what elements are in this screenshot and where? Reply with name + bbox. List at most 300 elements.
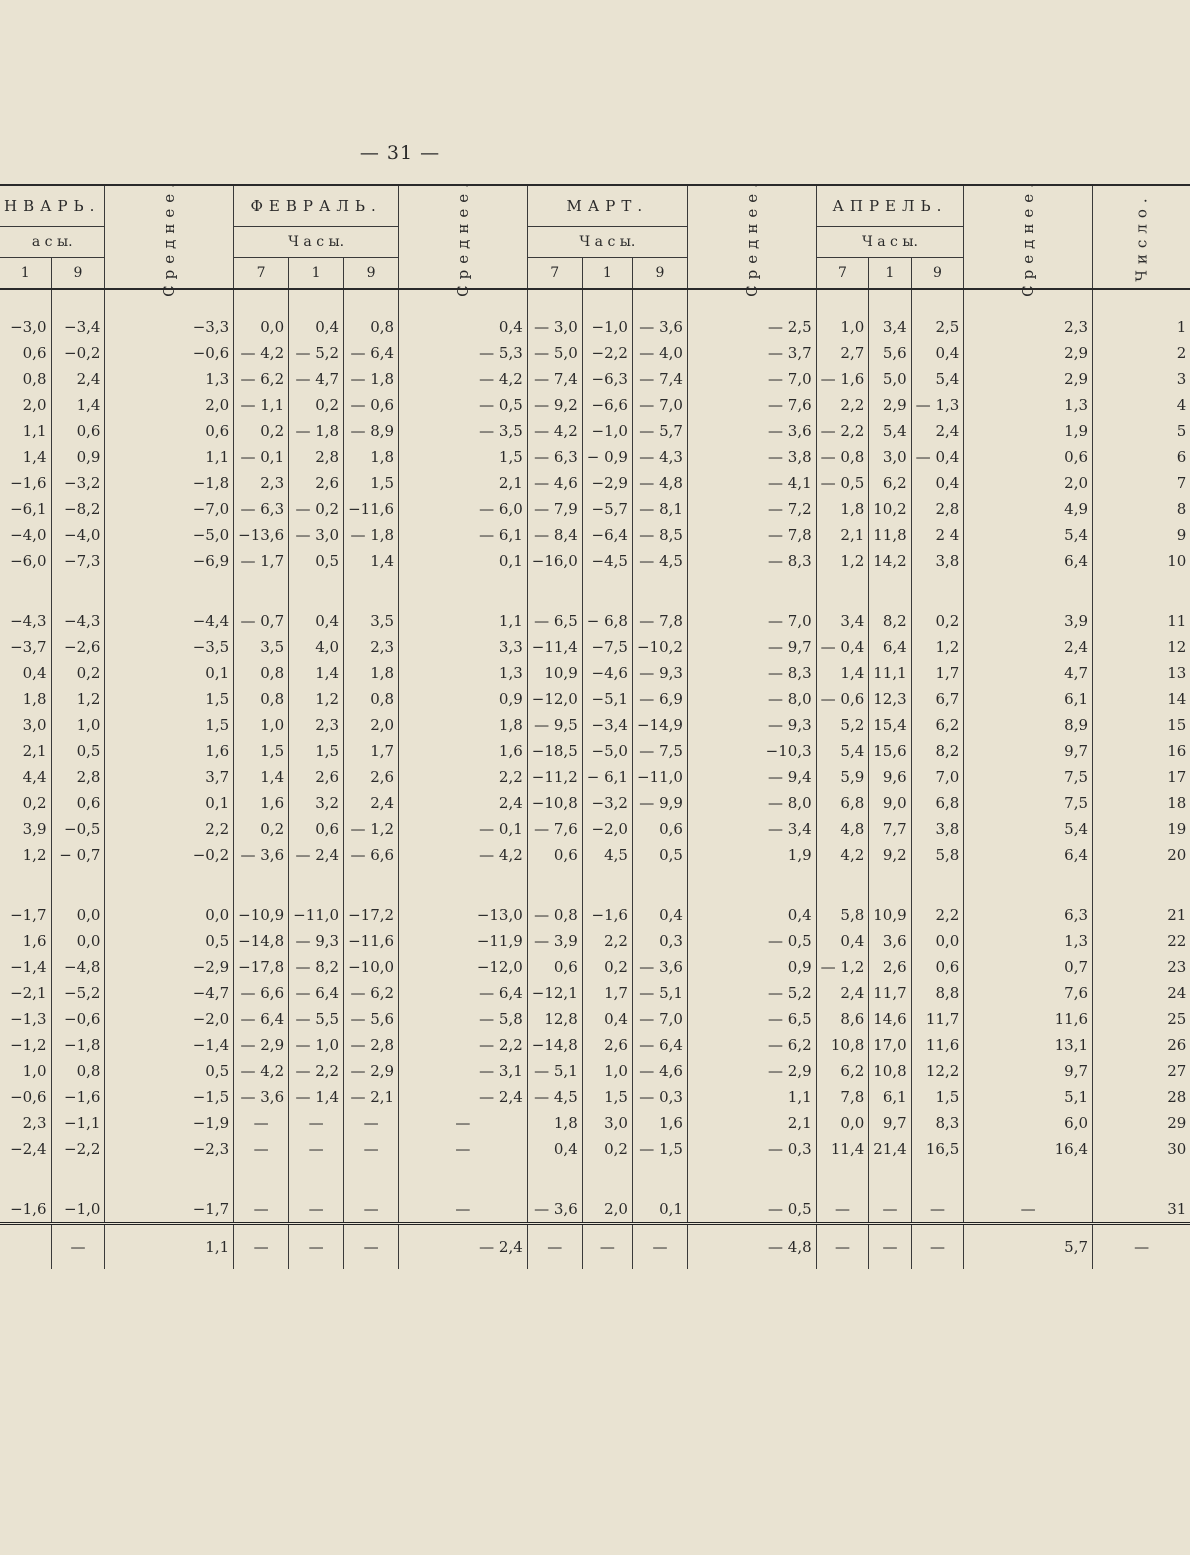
table-cell: 3,9 [22,820,47,838]
table-cell: 2,1 [399,470,528,496]
table-cell: 1,3 [399,660,528,686]
summary-cell: — [911,1224,964,1270]
table-cell: −0,5 [51,816,105,842]
table-cell: −1,4 [105,1032,234,1058]
table-cell: 1,1 [22,422,47,440]
table-cell: — 1,2 [816,954,869,980]
table-cell: — 6,2 [234,366,289,392]
table-cell: — 8,5 [632,522,687,548]
table-cell: — 6,3 [527,444,582,470]
table-cell: 3,7 [105,764,234,790]
spacer-cell [687,574,816,608]
table-cell: 8,6 [816,1006,869,1032]
table-cell: 1,4 [816,660,869,686]
table-cell: 0,0 [105,902,234,928]
avg-header-february: Среднее. [399,185,528,289]
table-cell: 12,2 [911,1058,964,1084]
table-cell: 6,2 [911,712,964,738]
table-cell: — 7,0 [687,608,816,634]
table-cell: − 0,7 [51,842,105,868]
table-cell: −0,6 [105,340,234,366]
table-cell: 10,8 [869,1058,911,1084]
hour-header: 9 [51,258,105,290]
table-cell: 2,4 [816,980,869,1006]
table-cell: 0,6 [527,842,582,868]
table-cell: 2,6 [869,954,911,980]
table-row [0,1006,1190,1032]
table-cell: 1,5 [911,1084,964,1110]
spacer-cell [234,868,289,902]
spacer-cell [911,289,964,314]
table-row [0,1136,1190,1162]
table-cell: 4,4 [22,768,47,786]
spacer-cell [911,1162,964,1196]
table-cell: −1,6 [10,474,47,492]
table-cell: — 7,8 [687,522,816,548]
table-cell: 9,0 [869,790,911,816]
table-cell: 15,4 [869,712,911,738]
table-cell: 1,8 [22,690,47,708]
table-cell: 2,3 [22,1114,47,1132]
spacer-cell [289,574,344,608]
summary-cell: — [289,1224,344,1270]
table-cell: 3,5 [344,608,399,634]
spacer-cell [632,289,687,314]
table-cell: −2,0 [582,816,632,842]
table-cell: 8,2 [869,608,911,634]
day-number-cell: 27 [1093,1058,1190,1084]
table-cell: −3,2 [582,790,632,816]
table-cell: — 0,2 [289,496,344,522]
table-cell: 12,3 [869,686,911,712]
table-cell: 1,4 [234,764,289,790]
table-cell: −10,0 [344,954,399,980]
table-cell: — 0,7 [234,608,289,634]
table-cell: −4,5 [582,548,632,574]
table-cell: 0,2 [22,794,47,812]
table-cell: — 3,6 [527,1196,582,1224]
table-cell: — 4,8 [632,470,687,496]
table-cell: — 1,1 [234,392,289,418]
day-number-cell: 13 [1093,660,1190,686]
table-cell: −11,2 [527,764,582,790]
table-cell: 3,8 [911,548,964,574]
table-cell: — [964,1196,1093,1224]
table-cell: — 7,6 [527,816,582,842]
table-cell: 14,6 [869,1006,911,1032]
table-cell: — 1,0 [289,1032,344,1058]
table-cell: — 7,0 [632,392,687,418]
table-cell: — 7,2 [687,496,816,522]
table-cell: — 5,3 [399,340,528,366]
table-cell: −4,0 [10,526,47,544]
table-cell: 10,9 [869,902,911,928]
table-cell: — 0,1 [234,444,289,470]
table-cell: 2,6 [344,764,399,790]
month-header-march: МАРТ. [527,185,687,227]
table-cell: — 6,4 [399,980,528,1006]
table-cell: — 3,6 [632,314,687,340]
table-cell: 3,3 [399,634,528,660]
table-cell: 0,9 [687,954,816,980]
avg-header-april: Среднее. [964,185,1093,289]
table-cell: 5,0 [869,366,911,392]
table-cell: — 9,2 [527,392,582,418]
table-cell: 0,4 [687,902,816,928]
table-cell: 0,1 [399,548,528,574]
table-cell: 2,2 [816,392,869,418]
table-cell: −1,7 [105,1196,234,1224]
table-cell: 0,9 [51,444,105,470]
day-number-cell: 12 [1093,634,1190,660]
table-cell: 0,5 [289,548,344,574]
table-cell: −2,0 [105,1006,234,1032]
table-cell: 2,3 [344,634,399,660]
spacer-cell [234,289,289,314]
spacer-cell [964,1162,1093,1196]
table-cell: −13,0 [399,902,528,928]
table-cell: 0,2 [911,608,964,634]
table-cell: 5,4 [911,366,964,392]
summary-cell: 1,1 [105,1224,234,1270]
table-cell: 1,2 [289,686,344,712]
table-cell: — 1,8 [289,418,344,444]
day-number-cell: 11 [1093,608,1190,634]
table-cell: −2,4 [10,1140,47,1158]
table-cell: — [399,1136,528,1162]
table-cell: 1,7 [344,738,399,764]
table-cell: — 5,2 [687,980,816,1006]
table-cell: — 7,4 [632,366,687,392]
table-cell: 0,0 [234,314,289,340]
table-cell: 2,8 [51,764,105,790]
table-cell: — 6,6 [234,980,289,1006]
table-cell: 6,4 [964,548,1093,574]
table-cell: 5,4 [869,418,911,444]
table-cell: 0,1 [632,1196,687,1224]
table-cell: 2,4 [51,366,105,392]
spacer-cell [105,1162,234,1196]
summary-cell: — 2,4 [399,1224,528,1270]
table-cell: 2,2 [399,764,528,790]
table-cell: −2,9 [582,470,632,496]
table-cell: — 6,6 [344,842,399,868]
table-row [0,470,1190,496]
spacer-cell [964,868,1093,902]
table-cell: 1,5 [344,470,399,496]
spacer-cell [869,1162,911,1196]
table-row [0,496,1190,522]
table-cell: — [344,1196,399,1224]
table-cell: 3,4 [869,314,911,340]
table-cell: — 2,4 [399,1084,528,1110]
table-row [0,548,1190,574]
table-cell: — 1,5 [632,1136,687,1162]
hour-header: 1 [869,258,911,290]
table-cell: — 5,8 [399,1006,528,1032]
table-cell: 0,4 [911,340,964,366]
hour-header: 1 [289,258,344,290]
table-cell: −1,6 [51,1084,105,1110]
table-cell: — [344,1110,399,1136]
spacer-cell [105,574,234,608]
hours-label-march: Ч а с ы. [527,227,687,258]
table-cell: 0,2 [582,1136,632,1162]
day-number-cell: 7 [1093,470,1190,496]
table-row [0,764,1190,790]
hours-label-february: Ч а с ы. [234,227,399,258]
spacer-cell [234,574,289,608]
table-cell: 0,2 [289,392,344,418]
day-number-cell: 18 [1093,790,1190,816]
summary-cell: — [582,1224,632,1270]
table-cell: 0,8 [22,370,47,388]
table-cell: 11,7 [911,1006,964,1032]
table-cell: −11,0 [289,902,344,928]
table-cell: −17,2 [344,902,399,928]
table-row [0,1032,1190,1058]
day-number-cell: 1 [1093,314,1190,340]
table-cell: −3,3 [105,314,234,340]
table-cell: 2,4 [911,418,964,444]
table-cell: 0,7 [964,954,1093,980]
spacer-cell [869,868,911,902]
table-cell: 1,5 [289,738,344,764]
table-cell: 15,6 [869,738,911,764]
table-cell: — 3,6 [687,418,816,444]
summary-cell: — [234,1224,289,1270]
table-cell: 3,2 [289,790,344,816]
table-cell: 1,4 [289,660,344,686]
table-cell: — 6,4 [344,340,399,366]
table-cell: −0,2 [105,842,234,868]
table-cell: 0,4 [632,902,687,928]
day-number-cell: 26 [1093,1032,1190,1058]
table-cell: −13,6 [234,522,289,548]
table-cell: 1,1 [105,444,234,470]
table-cell: — 2,1 [344,1084,399,1110]
table-cell: — 4,7 [289,366,344,392]
table-cell: −0,6 [10,1088,47,1106]
day-number-cell: 21 [1093,902,1190,928]
table-cell: — 1,6 [816,366,869,392]
month-header-january: НВАРЬ. [0,185,105,227]
table-cell: — 8,0 [687,686,816,712]
spacer-cell [911,868,964,902]
table-cell: −6,6 [582,392,632,418]
table-cell: 7,7 [869,816,911,842]
table-cell: −5,2 [51,980,105,1006]
table-cell: 0,6 [51,418,105,444]
table-cell: — 3,5 [399,418,528,444]
table-cell: — 3,0 [527,314,582,340]
table-row [0,980,1190,1006]
table-cell: — 6,3 [234,496,289,522]
table-cell: 0,0 [911,928,964,954]
table-cell: — [234,1196,289,1224]
table-cell: 4,0 [289,634,344,660]
table-cell: — 7,8 [632,608,687,634]
table-cell: — 0,5 [687,928,816,954]
table-cell: 11,8 [869,522,911,548]
table-cell: 9,6 [869,764,911,790]
table-cell: 8,8 [911,980,964,1006]
table-cell: 0,5 [105,928,234,954]
table-cell: — [289,1196,344,1224]
day-number-cell: 9 [1093,522,1190,548]
table-cell: — 4,3 [632,444,687,470]
table-cell: −5,0 [582,738,632,764]
hour-header: 7 [527,258,582,290]
day-number-cell: 14 [1093,686,1190,712]
table-cell: 0,4 [289,314,344,340]
table-cell: — 3,4 [687,816,816,842]
table-cell: −7,5 [582,634,632,660]
spacer-cell [0,574,51,608]
table-cell: — 2,2 [289,1058,344,1084]
table-cell: — 7,4 [527,366,582,392]
table-cell: — 1,2 [344,816,399,842]
spacer-cell [527,1162,582,1196]
summary-cell: — [1093,1224,1190,1270]
table-cell: 7,6 [964,980,1093,1006]
table-cell: 2,0 [582,1196,632,1224]
table-cell: 3,4 [816,608,869,634]
day-number-cell: 24 [1093,980,1190,1006]
day-number-cell: 22 [1093,928,1190,954]
spacer-cell [234,1162,289,1196]
month-header-april: АПРЕЛЬ. [816,185,964,227]
table-cell: — 6,5 [527,608,582,634]
table-cell: −4,8 [51,954,105,980]
table-cell: — 4,1 [687,470,816,496]
table-cell: — 0,6 [344,392,399,418]
table-cell: 0,6 [911,954,964,980]
table-cell: — [399,1110,528,1136]
table-cell: 21,4 [869,1136,911,1162]
table-cell: — 2,9 [344,1058,399,1084]
spacer-cell [344,1162,399,1196]
spacer-cell [964,574,1093,608]
table-cell: 14,2 [869,548,911,574]
table-cell: − 6,1 [582,764,632,790]
table-cell: — 8,2 [289,954,344,980]
spacer-cell [527,574,582,608]
summary-row [0,1224,1190,1270]
table-cell: −1,1 [51,1110,105,1136]
weather-table [0,177,1190,1269]
table-cell: 1,3 [964,928,1093,954]
table-row [0,444,1190,470]
table-cell: 0,6 [105,418,234,444]
table-cell: 1,3 [964,392,1093,418]
table-cell: — [289,1136,344,1162]
spacer-cell [289,289,344,314]
table-cell: — [234,1110,289,1136]
page-number: — 31 — [359,142,441,164]
spacer-cell [687,868,816,902]
table-cell: — 4,5 [527,1084,582,1110]
summary-cell: — [632,1224,687,1270]
table-cell: 4,9 [964,496,1093,522]
table-cell: 0,6 [527,954,582,980]
table-cell: −0,2 [51,340,105,366]
table-cell: — 6,4 [234,1006,289,1032]
table-row [0,1196,1190,1224]
table-cell: — 1,7 [234,548,289,574]
spacer-cell [1093,868,1190,902]
table-cell: −1,8 [105,470,234,496]
table-cell: −4,3 [51,608,105,634]
spacer-row [0,868,1190,902]
table-cell: −4,6 [582,660,632,686]
table-cell: −14,8 [527,1032,582,1058]
spacer-cell [582,289,632,314]
table-cell: −1,8 [51,1032,105,1058]
day-number-cell: 3 [1093,366,1190,392]
table-cell: — 9,5 [527,712,582,738]
table-cell: — 9,9 [632,790,687,816]
table-cell: −0,6 [51,1006,105,1032]
summary-cell: — [344,1224,399,1270]
table-cell: — 9,7 [687,634,816,660]
day-number-cell: 28 [1093,1084,1190,1110]
table-row [0,1058,1190,1084]
table-cell: −1,9 [105,1110,234,1136]
table-cell: — 6,9 [632,686,687,712]
table-cell: 0,2 [234,418,289,444]
table-cell: — 5,1 [527,1058,582,1084]
spacer-cell [399,1162,528,1196]
table-row [0,608,1190,634]
table-cell: 1,2 [911,634,964,660]
table-cell: 5,6 [869,340,911,366]
table-cell: −3,2 [51,470,105,496]
table-cell: 0,8 [234,686,289,712]
spacer-row [0,574,1190,608]
table-cell: — 0,4 [911,444,964,470]
table-cell: −3,4 [582,712,632,738]
table-cell: −12,0 [399,954,528,980]
table-cell: 9,7 [964,1058,1093,1084]
table-cell: 1,9 [964,418,1093,444]
table-row [0,634,1190,660]
table-cell: 4,5 [582,842,632,868]
table-cell: 1,7 [911,660,964,686]
table-cell: 3,0 [869,444,911,470]
table-cell: 0,5 [51,738,105,764]
table-cell: −11,4 [527,634,582,660]
table-cell: 0,4 [399,314,528,340]
table-cell: −5,0 [105,522,234,548]
table-cell: 8,9 [964,712,1093,738]
table-row [0,366,1190,392]
table-cell: −1,4 [10,958,47,976]
table-cell: 0,1 [105,660,234,686]
table-row [0,340,1190,366]
table-cell: 8,3 [911,1110,964,1136]
table-cell: — 1,8 [344,522,399,548]
spacer-cell [869,289,911,314]
table-cell: 2,1 [22,742,47,760]
table-cell: — 2,9 [234,1032,289,1058]
table-cell: — [869,1196,911,1224]
table-cell: −2,3 [105,1136,234,1162]
spacer-cell [632,1162,687,1196]
table-cell: −10,2 [632,634,687,660]
table-cell: 1,6 [399,738,528,764]
table-cell: 2,2 [105,816,234,842]
